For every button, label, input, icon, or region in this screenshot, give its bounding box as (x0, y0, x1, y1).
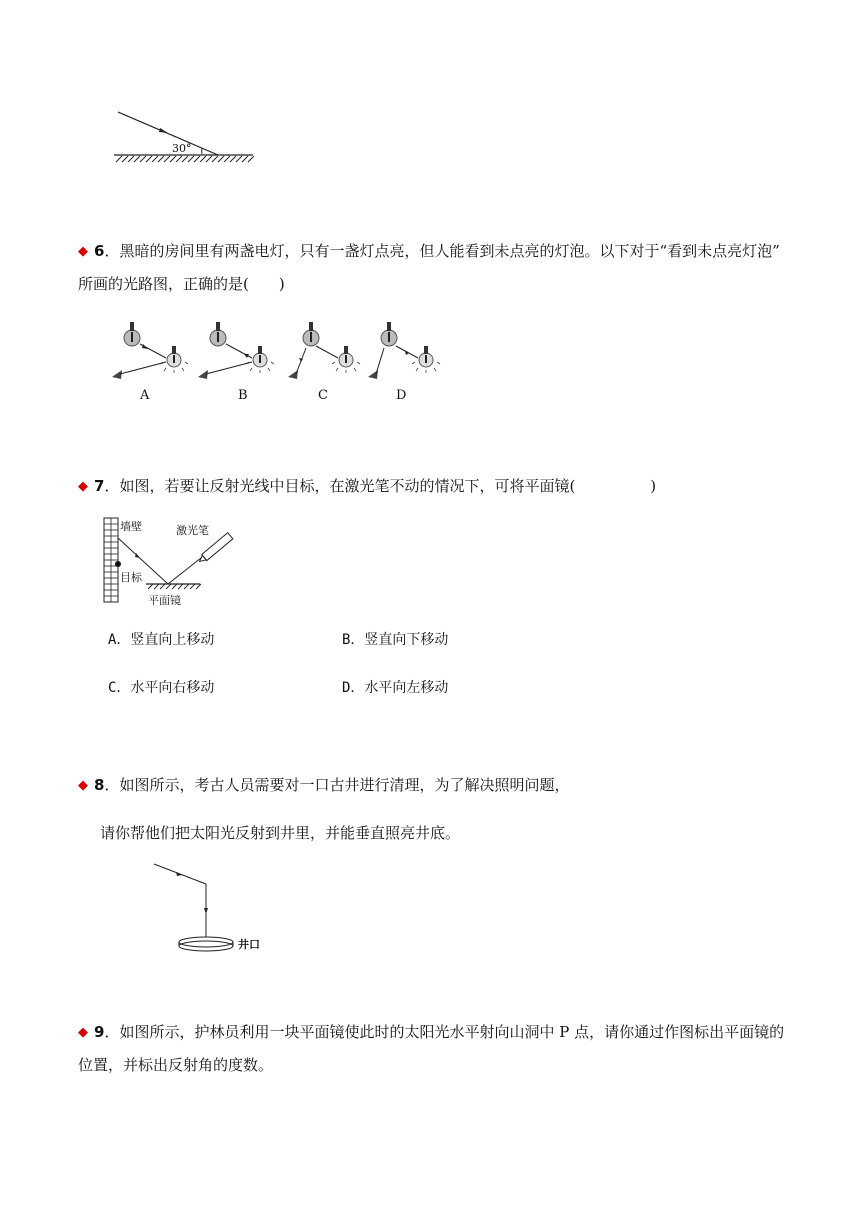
bullet-diamond-icon: ◆ (78, 479, 88, 494)
q6-option-c-label: C (318, 388, 328, 403)
incident-ray-figure (108, 104, 268, 168)
q7-wall-label: 墙壁 (120, 520, 142, 533)
q8-stem: ．如图所示，考古人员需要对一口古井进行清理，为了解决照明问题， (104, 776, 570, 794)
q7-mirror-label: 平面镜 (148, 594, 181, 607)
q7-option-c: C．水平向右移动 (108, 680, 215, 696)
q7-option-a: A．竖直向上移动 (108, 632, 215, 648)
q6-text-line1 (78, 241, 780, 263)
q8-text-line1 (78, 775, 569, 797)
q9-stem-cont: 位置，并标出反射角的度数。 (78, 1056, 274, 1074)
q7-stem: ．如图，若要让反射光线中目标，在激光笔不动的情况下，可将平面镜( ) (104, 477, 657, 495)
bullet-diamond-icon: ◆ (78, 1025, 88, 1040)
q9-text-line2 (78, 1055, 273, 1075)
q6-option-b-label: B (238, 388, 248, 403)
q8-figure (146, 858, 270, 954)
q8-well-label: 井口 (238, 938, 260, 951)
q8-number: 8 (94, 776, 105, 794)
q6-option-a-label: A (140, 388, 150, 403)
q7-number: 7 (94, 477, 105, 495)
q6-stem-cont: 所画的光路图，正确的是( ) (78, 275, 285, 293)
angle-label: 30° (172, 142, 192, 155)
q8-stem-cont: 请你帮他们把太阳光反射到井里，并能垂直照亮井底。 (100, 824, 461, 842)
q6-option-d-label: D (396, 388, 407, 403)
q7-laser-label: 激光笔 (176, 524, 209, 537)
bullet-diamond-icon: ◆ (78, 244, 88, 259)
q7-option-d: D．水平向左移动 (342, 680, 449, 696)
q6-text-line2 (78, 274, 285, 294)
q9-stem: ．如图所示，护林员利用一块平面镜使此时的太阳光水平射向山洞中 P 点，请你通过作图标出平面镜的 (104, 1023, 785, 1041)
q6-number: 6 (94, 242, 105, 260)
q7-target-label: 目标 (120, 571, 142, 584)
q9-number: 9 (94, 1023, 105, 1041)
q6-options-figure (106, 318, 446, 408)
q9-text-line1 (78, 1022, 784, 1044)
q6-stem: ．黑暗的房间里有两盏电灯，只有一盏灯点亮，但人能看到未点亮的灯泡。以下对于“看到未点亮灯泡” (104, 242, 780, 260)
q7-text (78, 476, 656, 498)
bullet-diamond-icon: ◆ (78, 778, 88, 793)
q8-text-line2 (100, 823, 460, 843)
q7-option-b: B．竖直向下移动 (342, 632, 449, 648)
q7-figure (100, 514, 250, 608)
